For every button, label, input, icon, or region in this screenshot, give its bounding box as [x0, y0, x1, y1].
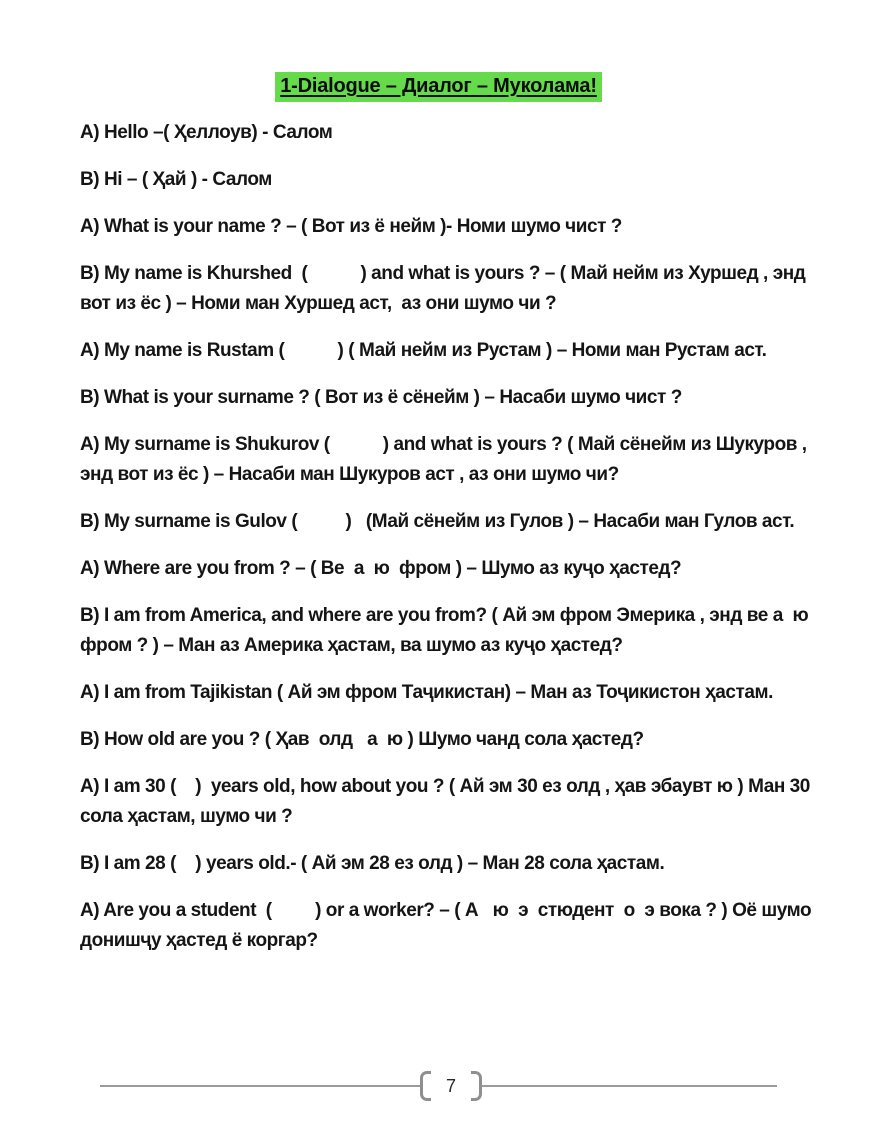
dialogue-line: A) I am 30 ( ) years old, how about you ? ( Ай эм 30 ез олд , ҳав эбаувт ю ) Ман 30 сола ҳастам, шумо чи ?	[80, 776, 815, 827]
right-bracket-ornament	[471, 1071, 482, 1101]
dialogue-line: A) Hello –( Ҳеллоув) - Салом	[80, 122, 333, 143]
dialogue-line: B) My surname is Gulov ( ) (Май сёнейм из Гулов ) – Насаби ман Гулов аст.	[80, 511, 795, 532]
dialogue-line: A) Are you a student ( ) or a worker? – ( А ю э стюдент о э вока ? ) Оё шумо донишҷу ҳастед ё коргар?	[80, 900, 816, 951]
dialogue-line: B) How old are you ? ( Ҳав олд а ю ) Шумо чанд сола ҳастед?	[80, 729, 644, 750]
left-bracket-ornament	[420, 1071, 431, 1101]
dialogue-line: A) I am from Tajikistan ( Ай эм фром Таҷикистан) – Ман аз Тоҷикистон ҳастам.	[80, 682, 773, 703]
dialogue-line: A) My surname is Shukurov ( ) and what is yours ? ( Май сёнейм из Шукуров , энд вот из ёс ) – Насаби ман Шукуров аст , аз они шумо чи?	[80, 434, 812, 485]
footer-rule-left	[100, 1085, 420, 1087]
page-number: 7	[446, 1076, 457, 1096]
dialogue-line: A) My name is Rustam ( ) ( Май нейм из Рустам ) – Номи ман Рустам аст.	[80, 340, 767, 361]
dialogue-line: A) What is your name ? – ( Вот из ё нейм )- Номи шумо чист ?	[80, 216, 622, 237]
footer-rule-right	[482, 1085, 777, 1087]
page-title: 1-Dialogue – Диалог – Муколама!	[275, 72, 602, 102]
dialogue-line: B) My name is Khurshed ( ) and what is yours ? – ( Май нейм из Хуршед , энд вот из ёс ) – Номи ман Хуршед аст, аз они шумо чи ?	[80, 263, 811, 314]
page-footer	[100, 1068, 777, 1104]
dialogue-content	[80, 118, 818, 956]
dialogue-line: B) What is your surname ? ( Вот из ё сёнейм ) – Насаби шумо чист ?	[80, 387, 682, 408]
dialogue-line: A) Where are you from ? – ( Ве а ю фром ) – Шумо аз куҷо ҳастед?	[80, 558, 682, 579]
dialogue-line: B) I am from America, and where are you from? ( Ай эм фром Эмерика , энд ве а ю фром ? ) – Ман аз Америка ҳастам, ва шумо аз куҷо ҳастед?	[80, 605, 818, 656]
title-row	[0, 0, 877, 102]
dialogue-line: B) Hi – ( Ҳай ) - Салом	[80, 169, 272, 190]
dialogue-line: B) I am 28 ( ) years old.- ( Ай эм 28 ез олд ) – Ман 28 сола ҳастам.	[80, 853, 665, 874]
